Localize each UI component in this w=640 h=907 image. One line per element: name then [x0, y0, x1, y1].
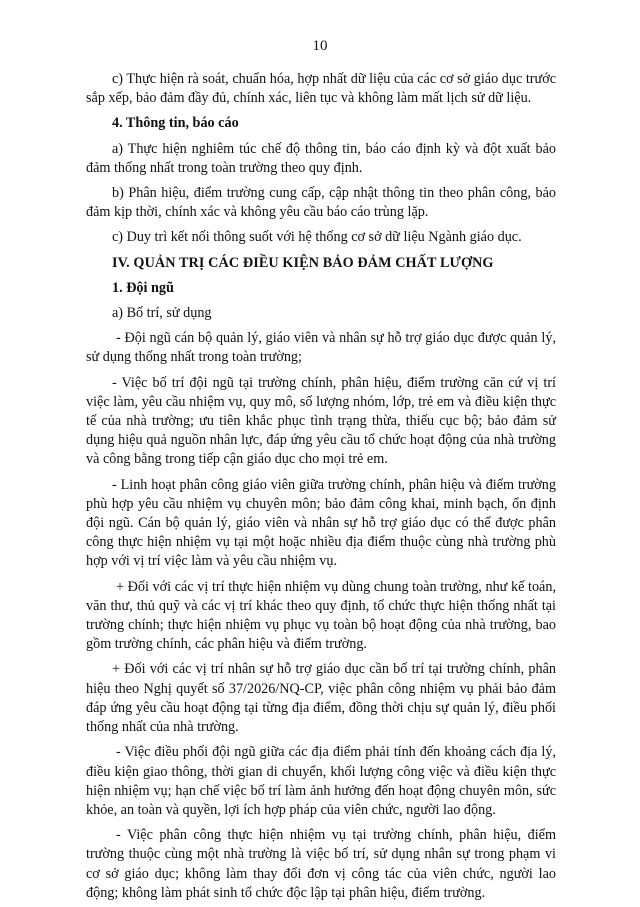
paragraph-reporting-regime: a) Thực hiện nghiêm túc chế độ thông tin, báo cáo định kỳ và đột xuất bảo đảm thống nhất trong toàn trường theo quy định.: [86, 140, 556, 176]
paragraph-branch-updates: b) Phân hiệu, điểm trường cung cấp, cập nhật thông tin theo phân công, bảo đảm kịp thời, chính xác và không yêu cầu báo cáo trùng lặp.: [86, 185, 556, 221]
paragraph-database-connection: c) Duy trì kết nối thông suốt với hệ thống cơ sở dữ liệu Ngành giáo dục.: [112, 229, 522, 246]
paragraph-data-consolidation: c) Thực hiện rà soát, chuẩn hóa, hợp nhất dữ liệu của các cơ sở giáo dục trước sắp xếp, bảo đảm đầy đủ, chính xác, liên tục và không làm mất lịch sử dữ liệu.: [86, 71, 556, 107]
page-number: 10: [312, 38, 328, 54]
paragraph-unified-management: - Đội ngũ cán bộ quản lý, giáo viên và nhân sự hỗ trợ giáo dục được quản lý, sử dụng thống nhất trong toàn trường;: [86, 330, 556, 366]
paragraph-assignment-scope: - Việc phân công thực hiện nhiệm vụ tại trường chính, phân hiệu, điểm trường thuộc cùng một nhà trường là việc bố trí, sử dụng nhân sự trong phạm vi cơ sở giáo dục; không làm thay đổi đơn vị công tác của viên chức, người lao động; không làm phát sinh tổ chức độc lập tại phân hiệu, điểm trường.: [86, 827, 556, 901]
heading-staff: 1. Đội ngũ: [112, 279, 174, 296]
paragraph-coordination: - Việc điều phối đội ngũ giữa các địa điểm phải tính đến khoảng cách địa lý, điều kiện giao thông, thời gian di chuyển, khối lượng công việc và điều kiện thực hiện nhiệm vụ; hạn chế việc bố trí làm ảnh hưởng đến hoạt động chuyên môn, sức khỏe, an toàn và quyền, lợi ích hợp pháp của viên chức, người lao động.: [86, 744, 556, 818]
section-heading-quality-conditions: IV. QUẢN TRỊ CÁC ĐIỀU KIỆN BẢO ĐẢM CHẤT LƯỢNG: [112, 254, 494, 271]
paragraph-staff-allocation: - Việc bố trí đội ngũ tại trường chính, phân hiệu, điểm trường căn cứ vị trí việc làm, yêu cầu nhiệm vụ, quy mô, số lượng nhóm, lớp, trẻ em và điều kiện thực tế của nhà trường; ưu tiên khắc phục tình trạng thừa, thiếu cục bộ; bảo đảm sử dụng hiệu quả nguồn nhân lực, đáp ứng yêu cầu tổ chức hoạt động của nhà trường và công bằng trong tiếp cận giáo dục cho mọi trẻ em.: [86, 374, 556, 468]
subheading-allocation: a) Bố trí, sử dụng: [112, 305, 212, 322]
paragraph-flexible-assignment: - Linh hoạt phân công giáo viên giữa trường chính, phân hiệu và điểm trường phù hợp yêu cầu nhiệm vụ chuyên môn; bảo đảm công khai, minh bạch, ổn định đội ngũ. Cán bộ quản lý, giáo viên và nhân sự hỗ trợ giáo dục có thể được phân công thực hiện nhiệm vụ tại một hoặc nhiều địa điểm thuộc cùng nhà trường phù hợp với vị trí việc làm và yêu cầu nhiệm vụ.: [86, 476, 556, 570]
document-body: [86, 70, 556, 907]
paragraph-shared-positions: + Đối với các vị trí thực hiện nhiệm vụ dùng chung toàn trường, như kế toán, văn thư, thủ quỹ và các vị trí khác theo quy định, tổ chức thực hiện thống nhất tại trường chính; thực hiện nhiệm vụ phục vụ toàn bộ hoạt động của nhà trường, bao gồm trường chính, các phân hiệu và điểm trường.: [86, 578, 556, 653]
paragraph-support-staff: + Đối với các vị trí nhân sự hỗ trợ giáo dục cần bố trí tại trường chính, phân hiệu theo Nghị quyết số 37/2026/NQ-CP, việc phân công nhiệm vụ phải bảo đảm đáp ứng yêu cầu hoạt động tại từng địa điểm, đồng thời chịu sự quản lý, điều phối thống nhất của nhà trường.: [86, 661, 556, 736]
heading-information-reporting: 4. Thông tin, báo cáo: [112, 115, 239, 132]
